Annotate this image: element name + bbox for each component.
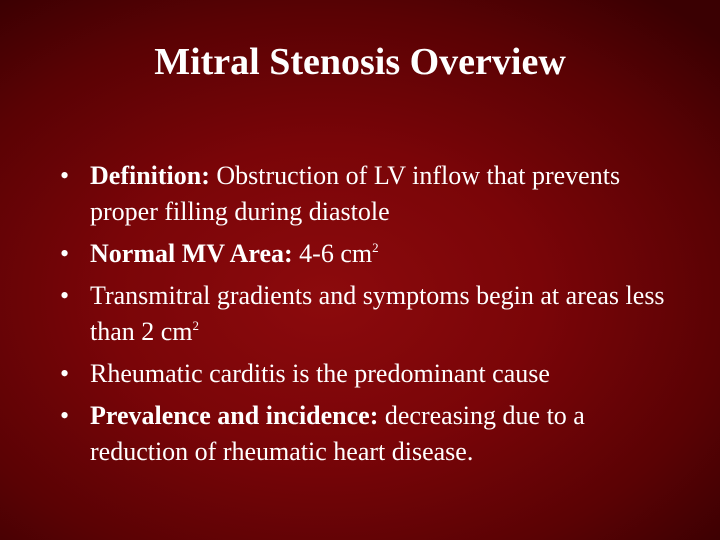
bullet-text: Transmitral gradients and symptoms begin at areas less than 2 cm — [90, 281, 665, 346]
bullet-text: Rheumatic carditis is the predominant cause — [90, 359, 550, 388]
bullet-dot-icon: • — [60, 359, 70, 388]
bullet-rheumatic-carditis — [60, 356, 680, 392]
superscript: 2 — [372, 240, 379, 255]
bullet-definition — [60, 158, 680, 230]
bullet-label: Prevalence and incidence: — [90, 401, 379, 430]
bullet-label: Normal MV Area: — [90, 239, 293, 268]
bullet-text: 4-6 cm — [292, 239, 373, 268]
bullet-text: Obstruction of LV inflow that prevents proper filling during diastole — [90, 161, 621, 226]
bullet-prevalence — [60, 398, 680, 470]
bullet-dot-icon: • — [60, 239, 70, 268]
bullet-list — [60, 158, 680, 476]
bullet-dot-icon: • — [60, 161, 70, 190]
bullet-text: decreasing due to a reduction of rheumatic heart disease. — [90, 401, 585, 466]
bullet-transmitral-gradients — [60, 278, 680, 350]
bullet-label: Definition: — [90, 161, 210, 190]
bullet-dot-icon: • — [60, 281, 70, 310]
slide-title: Mitral Stenosis Overview — [154, 41, 566, 83]
bullet-dot-icon: • — [60, 401, 70, 430]
superscript: 2 — [192, 318, 200, 333]
bullet-normal-mv-area — [60, 236, 680, 272]
